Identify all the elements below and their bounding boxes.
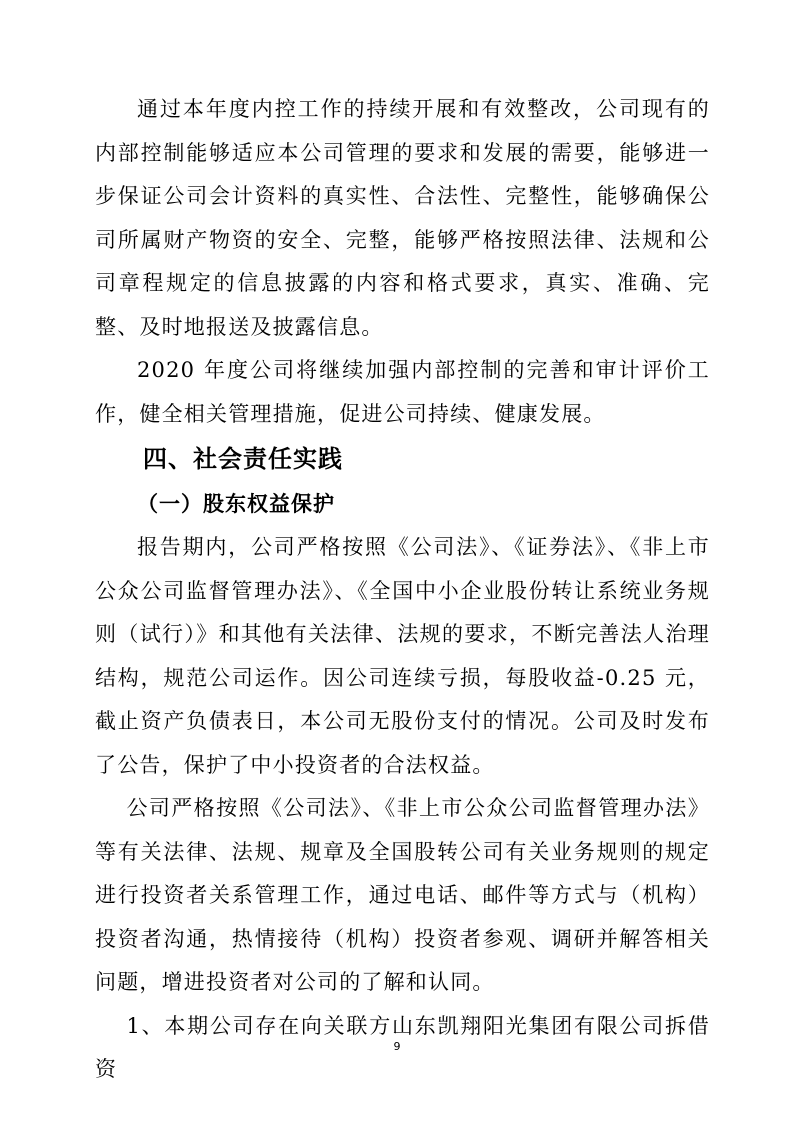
subsection-heading: （一）股东权益保护 — [137, 492, 335, 516]
paragraph-investor-relations: 公司严格按照《公司法》、《非上市公众公司监督管理办法》等有关法律、法规、规章及全国股转公司有关业务规则的规定进行投资者关系管理工作，通过电话、邮件等方式与（机构）投资者沟通，热情接待（机构）投资者参观、调研并解答相关问题，增进投资者对公司的了解和认同。 — [95, 796, 710, 994]
paragraph-internal-control-conclusion: 通过本年度内控工作的持续开展和有效整改，公司现有的内部控制能够适应本公司管理的要求和发展的需要，能够进一步保证公司会计资料的真实性、合法性、完整性，能够确保公司所属财产物资的安全、完整，能够严格按照法律、法规和公司章程规定的信息披露的内容和格式要求，真实、准确、完整、及时地报送及披露信息。 — [95, 97, 710, 339]
section-heading: 四、社会责任实践 — [143, 445, 343, 473]
paragraph-related-party-item: 1、本期公司存在向关联方山东凯翔阳光集团有限公司拆借资 — [95, 1013, 710, 1081]
page-number: 9 — [393, 1040, 401, 1053]
paragraph-shareholder-rights: 报告期内，公司严格按照《公司法》、《证券法》、《非上市公众公司监督管理办法》、《全国中小企业股份转让系统业务规则（试行）》和其他有关法律、法规的要求，不断完善法人治理结构，规范公司运作。因公司连续亏损，每股收益-0.25 元，截止资产负债表日，本公司无股份支付的情况。公司及时发布了公告，保护了中小投资者的合法权益。 — [95, 535, 710, 777]
page-content — [95, 88, 710, 1092]
paragraph-2020-plan: 2020 年度公司将继续加强内部控制的完善和审计评价工作，健全相关管理措施，促进公司持续、健康发展。 — [95, 358, 710, 426]
